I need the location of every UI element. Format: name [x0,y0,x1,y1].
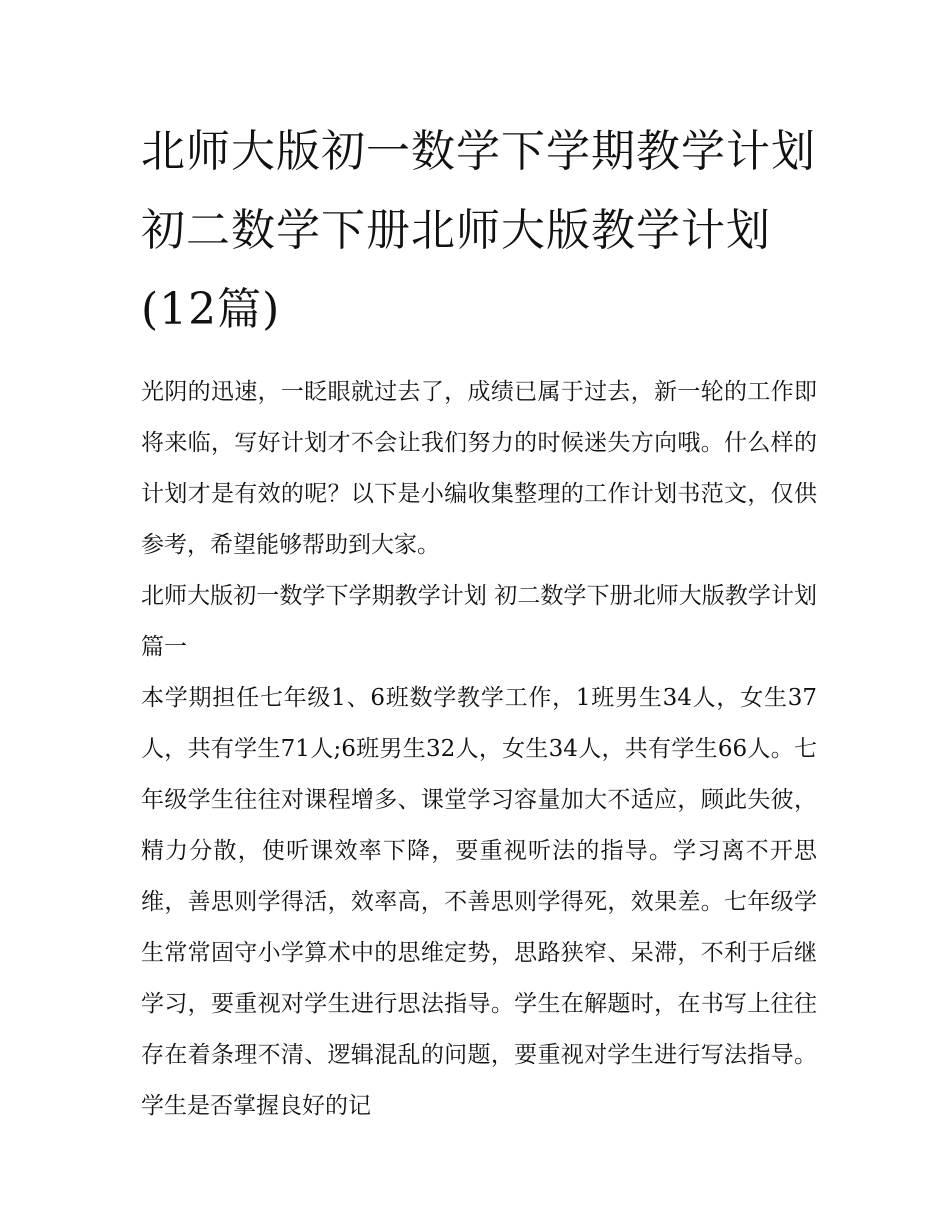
section-heading: 北师大版初一数学下学期教学计划 初二数学下册北师大版教学计划篇一 [141,583,817,660]
body-paragraph: 本学期担任七年级1、6班数学教学工作，1班男生34人，女生37人，共有学生71人;6班男生32人，女生34人，共有学生66人。七年级学生往往对课程增多、课堂学习容量加大不适应，顾此失彼，精力分散，使听课效率下降，要重视听法的指导。学习离不开思维，善思则学得活，效率高，不善思则学得死，效果差。七年级学生常常固守小学算术中的思维定势，思路狭窄、呆滞，不利于后继学习，要重视对学生进行思法指导。学生在解题时，在书写上往往存在着条理不清、逻辑混乱的问题，要重视对学生进行写法指导。学生是否掌握良好的记 [141,685,817,1119]
intro-paragraph: 光阴的迅速，一眨眼就过去了，成绩已属于过去，新一轮的工作即将来临，写好计划才不会让我们努力的时候迷失方向哦。什么样的计划才是有效的呢？以下是小编收集整理的工作计划书范文，仅供参考，希望能够帮助到大家。 [141,379,817,558]
document-title: 北师大版初一数学下学期教学计划 初二数学下册北师大版教学计划(12篇) [141,126,816,335]
document-body [141,112,817,1132]
